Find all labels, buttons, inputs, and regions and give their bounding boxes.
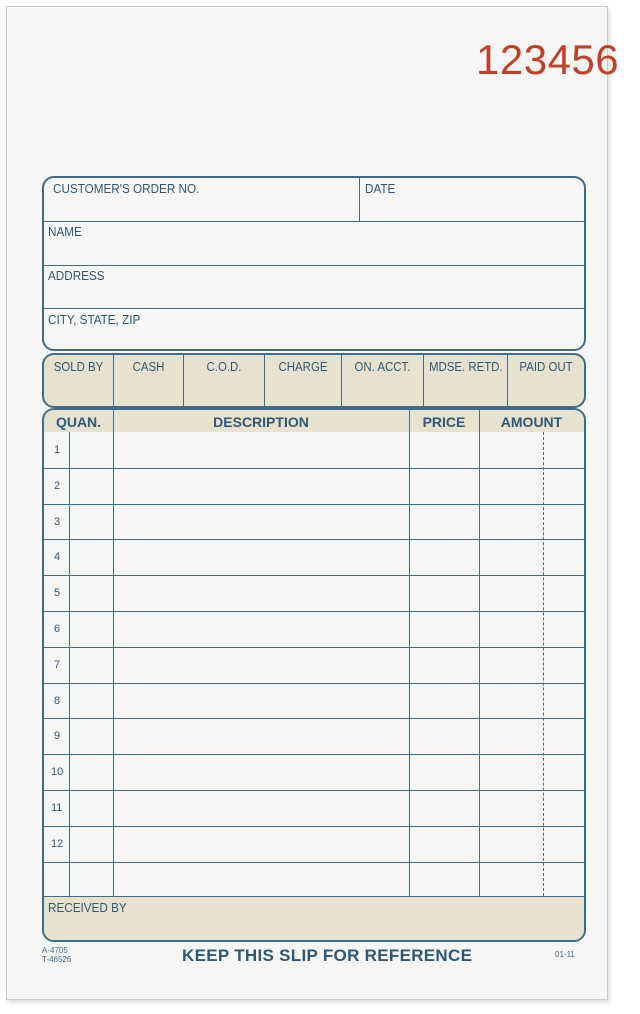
row-line [44,468,584,469]
form-codes [42,946,71,964]
row-number: 10 [51,766,64,778]
customer-info-box [42,176,586,351]
payment-label: CHARGE [278,359,328,374]
row-line [44,539,584,540]
payment-method-box [42,353,586,408]
row-line [44,575,584,576]
row-line [44,683,584,684]
row-number: 11 [51,802,63,814]
payment-label: SOLD BY [53,359,104,374]
payment-cell [342,355,424,406]
payment-label: C.O.D. [206,359,242,374]
revision-code: 01-11 [555,950,575,959]
name-label: NAME [48,224,82,239]
row-number: 2 [54,480,61,492]
row-line [44,826,584,827]
quantity-column-divider [113,410,114,896]
row-number: 8 [54,695,61,707]
row-line [44,647,584,648]
address-label: ADDRESS [48,268,105,283]
amount-header: AMOUNT [500,414,563,430]
form-code: A-4705 [42,946,68,955]
row-line [44,896,584,897]
row-number: 3 [54,516,61,528]
form-code: T-46526 [42,955,72,964]
items-table [42,408,586,942]
row-number: 1 [54,444,61,456]
date-label: DATE [365,181,396,196]
rule-line [44,265,584,266]
payment-cell [424,355,508,406]
payment-label: MDSE. RETD. [428,359,503,374]
city-state-zip-label: CITY, STATE, ZIP [48,312,141,327]
row-number: 6 [54,623,61,635]
row-number: 5 [54,587,61,599]
serial-number: 123456 [476,36,620,83]
payment-label: PAID OUT [519,359,573,374]
row-line [44,718,584,719]
row-line [44,790,584,791]
description-header: DESCRIPTION [213,414,309,430]
row-number: 7 [54,659,61,671]
row-line [44,611,584,612]
payment-cell [508,355,584,406]
description-column-divider [409,410,410,896]
payment-cell [184,355,265,406]
payment-label: ON. ACCT. [354,359,411,374]
payment-label: CASH [132,359,165,374]
payment-cell [114,355,184,406]
received-by-label: RECEIVED BY [48,900,127,915]
rule-line [44,221,584,222]
payment-cell [265,355,342,406]
order-date-divider [359,178,360,221]
customer-order-no-label: CUSTOMER'S ORDER NO. [53,181,200,196]
row-line [44,504,584,505]
payment-cell [44,355,114,406]
price-column-divider [479,410,480,896]
row-line [44,754,584,755]
row-number: 9 [54,730,61,742]
row-number: 12 [51,838,64,850]
row-number: 4 [54,551,61,563]
row-line [44,862,584,863]
price-header: PRICE [422,414,466,430]
rule-line [44,308,584,309]
footer-instruction: KEEP THIS SLIP FOR REFERENCE [182,946,473,965]
quantity-header: QUAN. [55,414,102,430]
